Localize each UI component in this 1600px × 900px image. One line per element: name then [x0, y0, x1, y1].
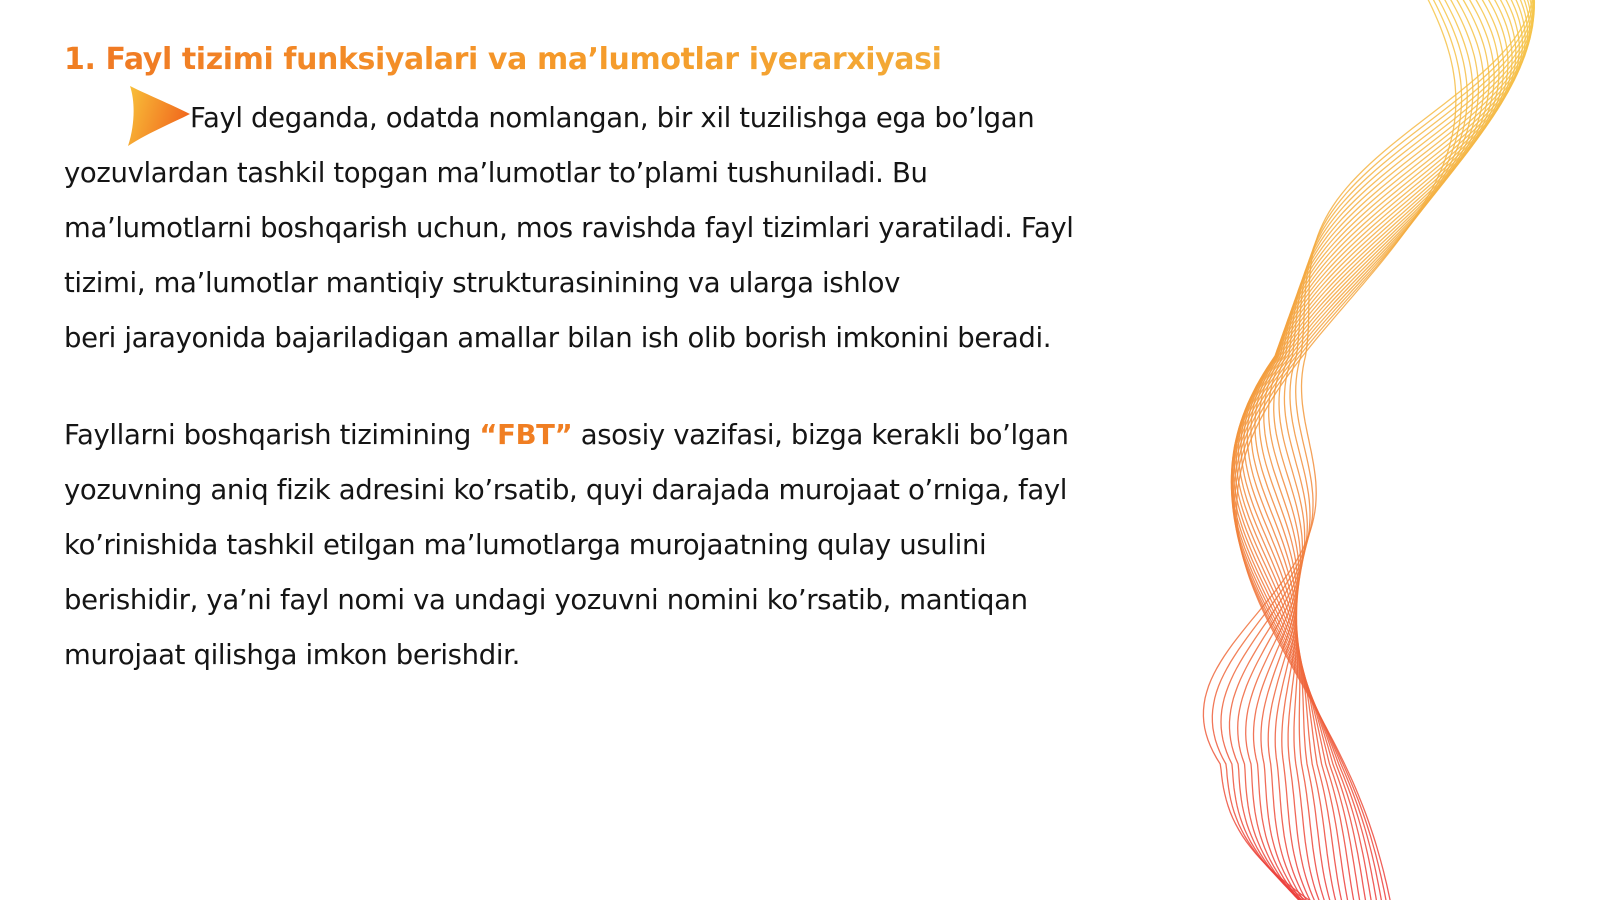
title-text: Fayl tizimi funksiyalari va ma’lumotlar iyerarxiyasi	[105, 42, 942, 77]
orange-play-arrow-icon	[124, 84, 194, 148]
fbt-highlight: “FBT”	[479, 419, 573, 451]
wave-line	[1259, 0, 1529, 900]
paragraph1-line-2: yozuvlardan tashkil topgan ma’lumotlar to’plami tushuniladi. Bu	[64, 157, 928, 189]
paragraph1-line-1: Fayl deganda, odatda nomlangan, bir xil tuzilishga ega bo’lgan	[190, 102, 1035, 134]
paragraph2-line-1-start: Fayllarni boshqarish tizimining	[64, 419, 480, 451]
wave-line	[1230, 0, 1535, 900]
wave-line	[1237, 0, 1456, 900]
paragraph1-line-5: beri jarayonida bajariladigan amallar bilan ish olib borish imkonini beradi.	[64, 322, 1052, 354]
wave-line	[1247, 0, 1522, 900]
wave-line	[1231, 0, 1484, 900]
wave-line	[1246, 0, 1534, 900]
wave-line	[1241, 0, 1516, 900]
paragraph2-line-1	[64, 417, 1069, 453]
paragraph2-line-3: ko’rinishida tashkil etilgan ma’lumotlarga murojaatning qulay usulini	[64, 529, 987, 561]
wave-line	[1212, 0, 1533, 900]
wave-line	[1238, 0, 1535, 900]
paragraph2-line-4: berishidir, ya’ni fayl nomi va undagi yozuvni nomini ko’rsatib, mantiqan	[64, 584, 1028, 616]
title-number: 1.	[64, 42, 96, 77]
wave-line	[1235, 0, 1462, 900]
slide-title	[64, 42, 942, 77]
paragraph2-line-2: yozuvning aniq fizik adresini ko’rsatib, quyi darajada murojaat o’rniga, fayl	[64, 474, 1068, 506]
paragraph1-line-4: tizimi, ma’lumotlar mantiqiy strukturasinining va ularga ishlov	[64, 267, 901, 299]
wave-line	[1232, 0, 1490, 900]
wave-line-group	[1203, 0, 1534, 900]
decorative-wave-lines	[1140, 0, 1600, 900]
paragraph2-line-1-end: asosiy vazifasi, bizga kerakli bo’lgan	[572, 419, 1069, 451]
paragraph1-line-3: ma’lumotlarni boshqarish uchun, mos ravishda fayl tizimlari yaratiladi. Fayl	[64, 212, 1074, 244]
paragraph2-line-5: murojaat qilishga imkon berishdir.	[64, 639, 520, 671]
wave-line	[1234, 0, 1503, 900]
